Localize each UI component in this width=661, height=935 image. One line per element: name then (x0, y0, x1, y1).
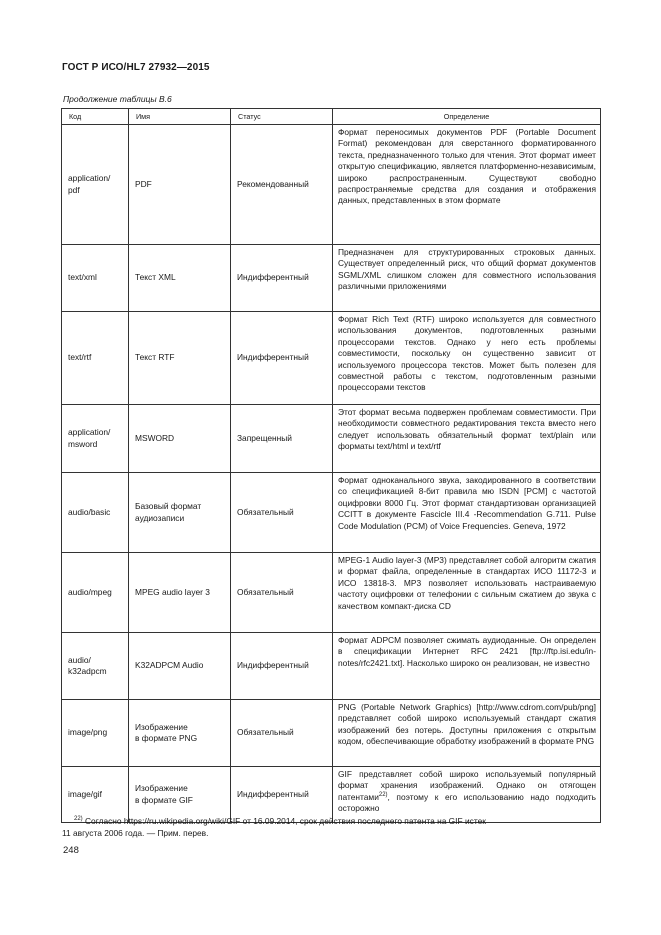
column-header-status: Статус (231, 109, 333, 125)
cell-code: text/xml (62, 245, 129, 312)
cell-name: PDF (129, 125, 231, 245)
table-row (62, 700, 601, 767)
column-header-definition: Определение (333, 109, 601, 125)
cell-code: application/ pdf (62, 125, 129, 245)
cell-name: MPEG audio layer 3 (129, 553, 231, 633)
table-row (62, 312, 601, 405)
table-row (62, 245, 601, 312)
cell-definition: GIF представляет собой широко используемый популярный формат хранения изображений. Однако он отягощен патентами$^{22)}$, поэтому к его использованию надо подходить осторожно (333, 767, 601, 823)
cell-status: Обязательный (231, 553, 333, 633)
cell-code: image/gif (62, 767, 129, 823)
cell-code: audio/basic (62, 473, 129, 553)
cell-status: Рекомендованный (231, 125, 333, 245)
cell-code: text/rtf (62, 312, 129, 405)
table-row (62, 553, 601, 633)
mime-types-table (61, 108, 601, 823)
table-row (62, 405, 601, 473)
cell-definition: PNG (Portable Network Graphics) [http://www.cdrom.com/pub/png] представляет собой широко используемый стандарт сжатия изображений без потерь. Доступны приложения с открытым кодом, обеспечивающие обработку изображений в формате PNG (333, 700, 601, 767)
cell-definition: Формат ADPCM позволяет сжимать аудиоданные. Он определен в спецификации Интернет RFC 2421 [ftp://ftp.isi.edu/in-notes/rfc2421.txt]. Насколько широко он реализован, не известно (333, 633, 601, 700)
document-title: ГОСТ Р ИСО/HL7 27932—2015 (62, 62, 210, 73)
table-row (62, 633, 601, 700)
cell-name: Изображение в формате GIF (129, 767, 231, 823)
cell-status: Индифферентный (231, 312, 333, 405)
cell-status: Индифферентный (231, 767, 333, 823)
cell-definition: Предназначен для структурированных строковых данных. Существует определенный риск, что общий формат документов SGML/XML слишком сложен для совместного использования различными приложениями (333, 245, 601, 312)
footnote-text: Согласно https://ru.wikipedia.org/wiki/GIF от 16.09.2014, срок действия последнего патента на GIF истек (85, 816, 486, 826)
page-number: 248 (63, 845, 79, 856)
footnote-marker: 22) (74, 816, 83, 823)
cell-name: K32ADPCM Audio (129, 633, 231, 700)
cell-status: Индифферентный (231, 245, 333, 312)
footnote-reference: 22) (378, 792, 388, 799)
cell-name: Текст RTF (129, 312, 231, 405)
cell-definition: Формат Rich Text (RTF) широко используется для совместного использования документов, подготовленных разными процессорами текстов. Однако у него есть проблемы совместимости, поскольку он существенно зависит от используемого процессора текстов. Может быть полезен для совместной работы с текстом, подготовленным разными процессорами текстов (333, 312, 601, 405)
footnote (62, 815, 600, 839)
column-header-name: Имя (129, 109, 231, 125)
cell-definition: Формат одноканального звука, закодированного в соответствии со спецификацией 8-бит правила мю ISDN [PCM] с частотой оцифровки 8000 Гц. Этот формат стандартизован организацией CCITT в документе Fascicle III.4 -Recommendation G.711. Pulse Code Modulation (PCM) of Voice Frequencies. Geneva, 1972 (333, 473, 601, 553)
table-row (62, 473, 601, 553)
cell-name: Изображение в формате PNG (129, 700, 231, 767)
cell-status: Обязательный (231, 473, 333, 553)
table-header-row (62, 109, 601, 125)
cell-code: application/ msword (62, 405, 129, 473)
cell-status: Индифферентный (231, 633, 333, 700)
cell-definition: MPEG-1 Audio layer-3 (MP3) представляет собой алгоритм сжатия и формат файла, определенные в стандартах ИСО 11172-3 и ИСО 13818-3. MP3 позволяет использовать настраиваемую частоту оцифровки от телефонии с сильным сжатием до звука с качеством компакт-диска CD (333, 553, 601, 633)
cell-name: MSWORD (129, 405, 231, 473)
cell-code: audio/mpeg (62, 553, 129, 633)
table-row (62, 125, 601, 245)
cell-status: Обязательный (231, 700, 333, 767)
footnote-text-continued: 11 августа 2006 года. — Прим. перев. (62, 828, 209, 838)
cell-code: image/png (62, 700, 129, 767)
cell-name: Базовый формат аудиозаписи (129, 473, 231, 553)
cell-code: audio/ k32adpcm (62, 633, 129, 700)
cell-definition: Этот формат весьма подвержен проблемам совместимости. При необходимости совместного редактирования текста вместо него следует использовать обязательный формат text/plain или форматы text/html и text/rtf (333, 405, 601, 473)
table-continuation-caption: Продолжение таблицы В.6 (63, 94, 172, 104)
cell-name: Текст XML (129, 245, 231, 312)
cell-status: Запрещенный (231, 405, 333, 473)
column-header-code: Код (62, 109, 129, 125)
cell-definition: Формат переносимых документов PDF (Portable Document Format) рекомендован для сверстанного форматированного текста, предназначенного только для чтения. Этот формат имеет открытую спецификацию, является платформенно-независимым, широко распространенным. Существуют свободно распространяемые средства для создания и отображения данных, представленных в этом формате (333, 125, 601, 245)
